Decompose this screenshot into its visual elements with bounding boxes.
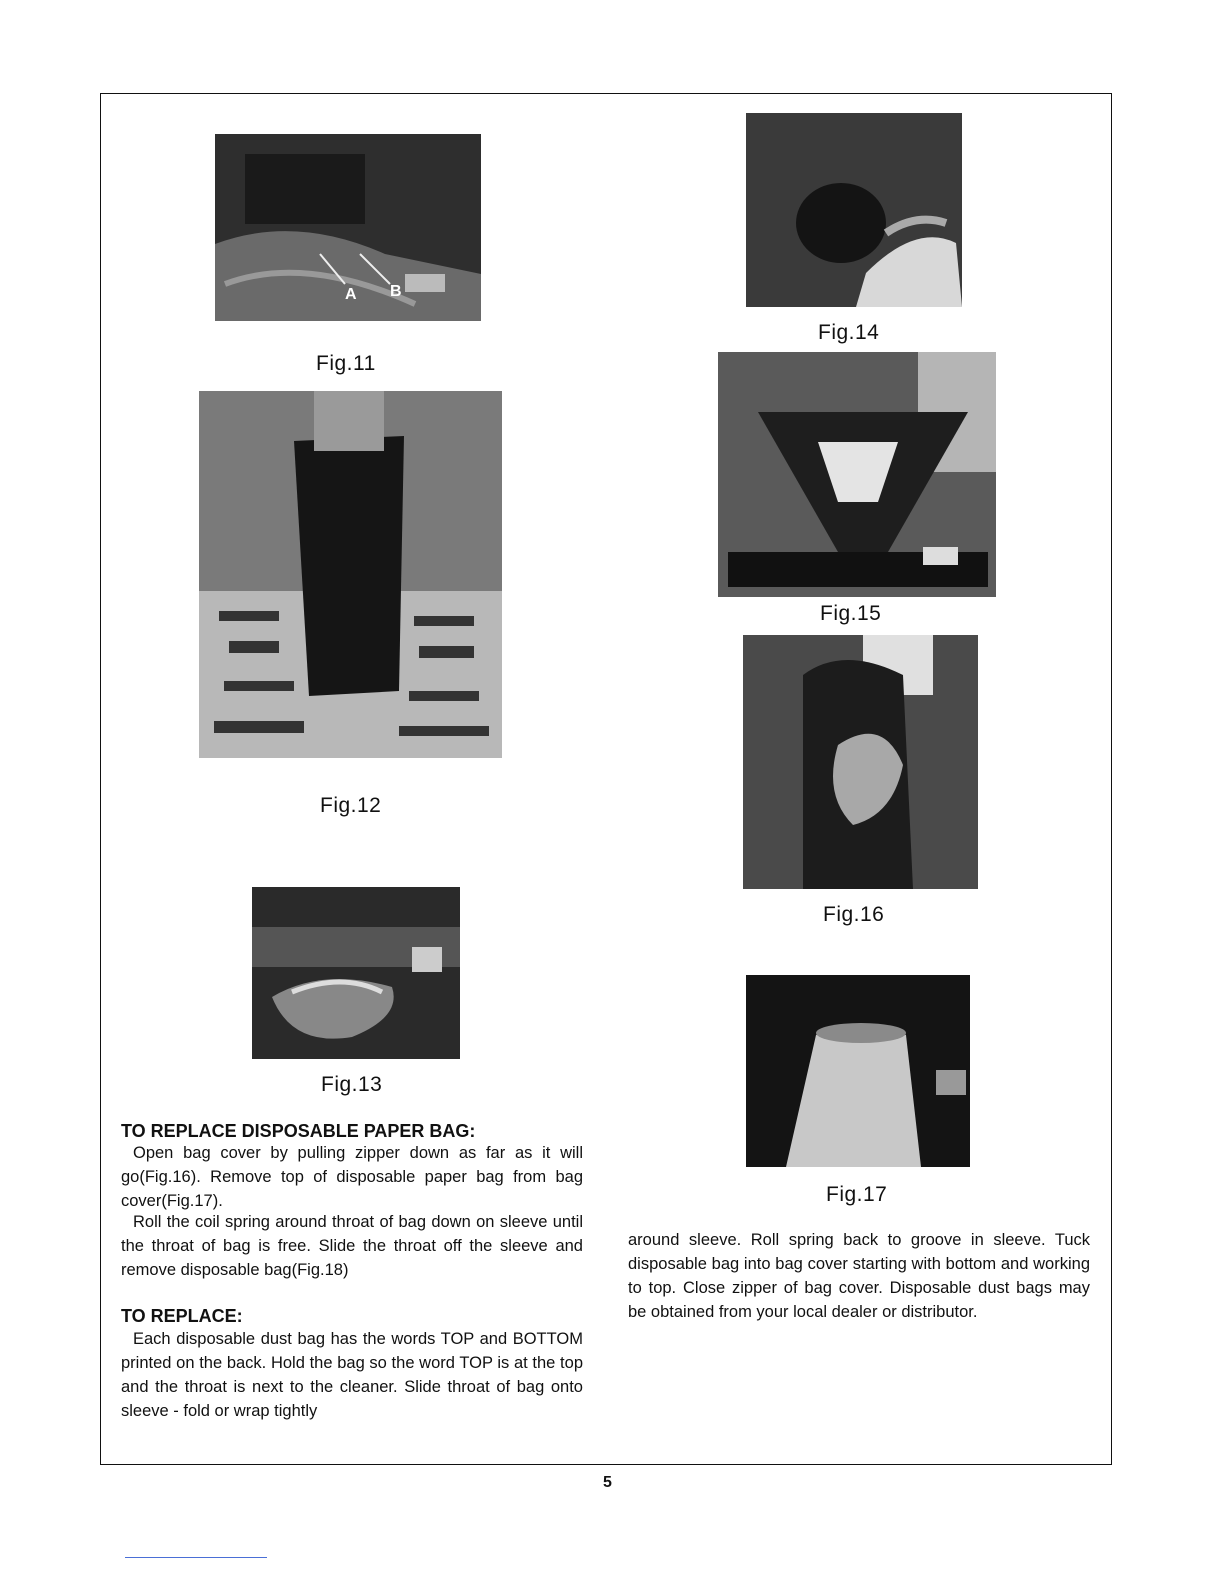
fig16-caption: Fig.16 [823, 903, 885, 926]
footer-rule [125, 1557, 267, 1558]
fig11-label-a: A [345, 286, 357, 303]
fig11-photo [215, 134, 481, 321]
section2-heading: TO REPLACE: [121, 1306, 243, 1326]
fig14-photo [746, 113, 962, 307]
section1-para2: Roll the coil spring around throat of bag down on sleeve until the throat of bag is free. Slide the throat off the sleeve and remove disposable bag(Fig.18) [121, 1213, 583, 1279]
fig12-caption: Fig.12 [320, 794, 382, 817]
fig17-photo [746, 975, 970, 1167]
section2-para1: Each disposable dust bag has the words TOP and BOTTOM printed on the back. Hold the bag so the word TOP is at the top and the throat is next to the cleaner. Slide throat of bag onto sleeve - fold or wrap tightly [121, 1330, 583, 1420]
fig13-caption: Fig.13 [321, 1073, 383, 1096]
page-number: 5 [603, 1474, 612, 1491]
section1-para1: Open bag cover by pulling zipper down as far as it will go(Fig.16). Remove top of disposable paper bag from bag cover(Fig.17). [121, 1144, 583, 1210]
fig13-photo [252, 887, 460, 1059]
fig15-caption: Fig.15 [820, 602, 882, 625]
fig14-caption: Fig.14 [818, 321, 880, 344]
section1-heading: TO REPLACE DISPOSABLE PAPER BAG: [121, 1121, 476, 1141]
fig17-caption: Fig.17 [826, 1183, 888, 1206]
fig15-photo [718, 352, 996, 597]
fig12-photo [199, 391, 502, 758]
fig11-label-b: B [390, 283, 402, 300]
fig16-photo [743, 635, 978, 889]
section2-para-continued: around sleeve. Roll spring back to groove in sleeve. Tuck disposable bag into bag cover starting with bottom and working to top. Close zipper of bag cover. Disposable dust bags may be obtained from your local dealer or distributor. [628, 1231, 1090, 1321]
fig11-caption: Fig.11 [316, 352, 376, 375]
